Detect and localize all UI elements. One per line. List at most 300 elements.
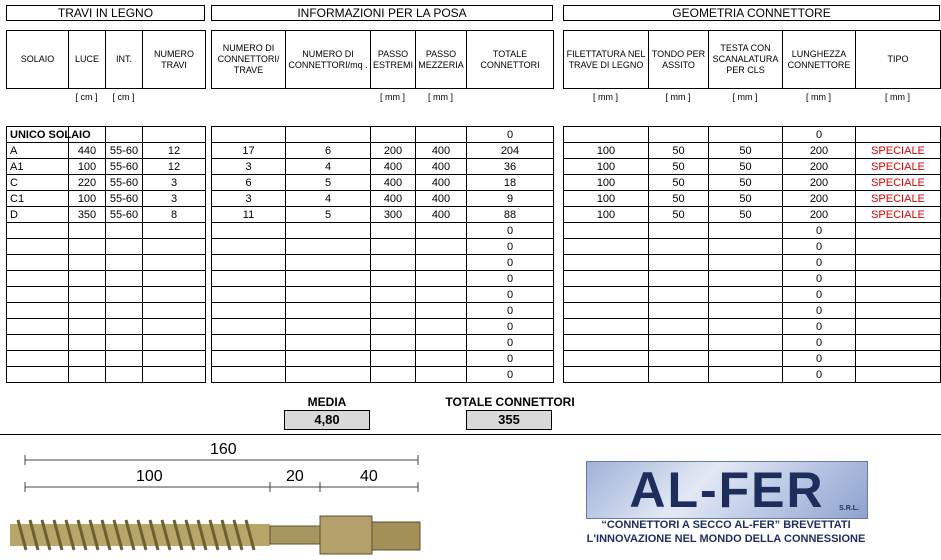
cell-testa: 50 [709,191,783,207]
table-cell [709,271,783,287]
table-row [7,255,206,271]
cell-int: 55-60 [106,207,143,223]
cell-testa: 50 [709,143,783,159]
cell-totale: 88 [467,207,554,223]
cell-lunghezza: 0 [783,239,856,255]
table-cell [286,255,371,271]
section-title-travi: TRAVI IN LEGNO [6,5,205,21]
cell-totale: 0 [467,271,554,287]
table-cell [106,335,143,351]
table-cell [69,223,106,239]
cell-totale: 0 [467,239,554,255]
cell-totale: 0 [467,303,554,319]
cell-lunghezza: 200 [783,207,856,223]
table-cell [143,303,206,319]
table-row [212,207,554,223]
table-cell [416,335,467,351]
table-cell [856,351,941,367]
table-cell [416,255,467,271]
table-cell [143,239,206,255]
table-cell [856,223,941,239]
col-header-totale: TOTALE CONNETTORI [467,31,554,89]
table-row [564,191,941,207]
cell-conn-trave: 3 [212,159,286,175]
table-cell [286,367,371,383]
cell-tipo: SPECIALE [856,175,941,191]
header-travi [6,30,206,89]
table-cell [856,335,941,351]
table-cell [7,303,69,319]
table-cell [649,303,709,319]
cell-conn-trave: 3 [212,191,286,207]
table-cell [371,367,416,383]
cell-totale: 204 [467,143,554,159]
table-cell [212,127,286,143]
col-header-numero-travi: NUMERO TRAVI [143,31,206,89]
cell-tipo: SPECIALE [856,191,941,207]
cell-lunghezza: 0 [783,287,856,303]
table-cell [69,351,106,367]
table-row [7,207,206,223]
media-value: 4,80 [284,410,370,430]
table-row [564,239,941,255]
logo-text: AL-FER [629,462,825,518]
col-header-luce: LUCE [69,31,106,89]
table-row [7,223,206,239]
table-cell [7,255,69,271]
table-cell [564,287,649,303]
col-header-conn-trave: NUMERO DI CONNETTORI/ TRAVE [212,31,286,89]
table-cell [564,335,649,351]
table-cell [649,127,709,143]
table-cell [143,255,206,271]
table-row [212,159,554,175]
cell-testa: 50 [709,175,783,191]
table-cell [286,223,371,239]
table-cell [856,367,941,383]
table-cell [286,351,371,367]
table-cell [212,271,286,287]
cell-passo-mezzeria: 400 [416,143,467,159]
table-cell [416,303,467,319]
table-cell [416,351,467,367]
cell-travi: 3 [143,175,206,191]
cell-tondo: 50 [649,143,709,159]
media-label: MEDIA [307,395,347,409]
table-cell [709,255,783,271]
table-cell [69,319,106,335]
cell-conn-mq: 4 [286,159,371,175]
table-cell [649,319,709,335]
cell-tipo: SPECIALE [856,159,941,175]
table-cell [371,319,416,335]
table-info [211,126,554,383]
cell-filettatura: 100 [564,175,649,191]
table-cell [69,255,106,271]
cell-filettatura: 100 [564,143,649,159]
table-cell [212,287,286,303]
cell-int: 55-60 [106,143,143,159]
table-row [212,319,554,335]
col-header-solaio: SOLAIO [7,31,69,89]
table-row [212,143,554,159]
cell-totale: 18 [467,175,554,191]
cell-conn-mq: 4 [286,191,371,207]
table-row [7,143,206,159]
header-geom [563,30,941,89]
table-cell [416,287,467,303]
table-cell [371,239,416,255]
table-cell [649,367,709,383]
table-row [7,335,206,351]
table-cell [649,271,709,287]
cell-tondo: 50 [649,207,709,223]
cell-lunghezza: 0 [783,335,856,351]
cell-lunghezza: 0 [783,271,856,287]
cell-luce: 440 [69,143,106,159]
table-travi [6,126,206,383]
table-cell [106,351,143,367]
table-cell [106,127,143,143]
table-cell [106,223,143,239]
table-cell [709,351,783,367]
cell-filettatura: 100 [564,207,649,223]
cell-luce: 350 [69,207,106,223]
table-geom [563,126,941,383]
cell-passo-estremi: 300 [371,207,416,223]
table-cell [649,287,709,303]
cell-passo-mezzeria: 400 [416,207,467,223]
table-cell [371,255,416,271]
table-cell [856,271,941,287]
table-cell [286,335,371,351]
table-cell [106,239,143,255]
table-cell [371,271,416,287]
col-header-lunghezza: LUNGHEZZA CONNETTORE [783,31,856,89]
table-cell [709,239,783,255]
table-cell [143,287,206,303]
cell-passo-estremi: 200 [371,143,416,159]
cell-totale: 0 [467,255,554,271]
table-cell [856,287,941,303]
table-cell [143,271,206,287]
unit-lunghezza: [ mm ] [806,92,831,102]
cell-passo-mezzeria: 400 [416,175,467,191]
table-row [7,287,206,303]
table-row [7,303,206,319]
table-cell [286,239,371,255]
unit-tondo: [ mm ] [665,92,691,102]
cell-tondo: 50 [649,175,709,191]
table-cell [856,319,941,335]
table-row [212,271,554,287]
unit-passo-estremi: [ mm ] [380,92,405,102]
table-row [564,303,941,319]
table-row [564,351,941,367]
al-fer-logo [586,461,868,519]
table-cell [371,351,416,367]
table-cell [7,239,69,255]
table-cell [143,367,206,383]
table-cell [69,303,106,319]
table-cell [7,319,69,335]
col-header-conn-mq: NUMERO DI CONNETTORI/mq . [286,31,371,89]
table-cell [106,255,143,271]
table-cell [69,335,106,351]
table-row [7,127,206,143]
table-cell [709,303,783,319]
table-cell [7,367,69,383]
unit-testa: [ mm ] [732,92,758,102]
dim-thread: 100 [136,468,163,485]
cell-conn-trave: 6 [212,175,286,191]
table-row [7,175,206,191]
cell-solaio: A1 [7,159,69,175]
cell-testa: 50 [709,159,783,175]
table-cell [564,319,649,335]
table-row [7,351,206,367]
cell-totale: 0 [467,287,554,303]
cell-tipo: SPECIALE [856,207,941,223]
table-row [564,175,941,191]
table-cell [416,367,467,383]
cell-lunghezza: 0 [783,351,856,367]
col-header-testa: TESTA CON SCANALATURA PER CLS [709,31,783,89]
table-cell [212,367,286,383]
cell-solaio: C [7,175,69,191]
table-cell [7,271,69,287]
table-cell [564,239,649,255]
cell-lunghezza: 0 [783,223,856,239]
cell-tondo: 50 [649,191,709,207]
cell-testa: 50 [709,207,783,223]
table-row [212,239,554,255]
table-cell [286,127,371,143]
table-cell [649,255,709,271]
screw-tip [372,522,420,550]
table-cell [143,127,206,143]
table-cell [69,271,106,287]
table-cell [371,303,416,319]
table-cell [709,223,783,239]
table-cell [564,351,649,367]
table-cell [709,127,783,143]
table-cell [7,351,69,367]
table-cell [416,271,467,287]
cell-totale: 0 [467,127,554,143]
unit-filettatura: [ mm ] [593,92,618,102]
table-cell [371,223,416,239]
dim-head: 40 [360,468,378,485]
table-row [212,127,554,143]
unit-tipo: [ mm ] [885,92,910,102]
col-header-passo-mezzeria: PASSO MEZZERIA [416,31,467,89]
table-cell [856,239,941,255]
cell-int: 55-60 [106,175,143,191]
table-cell [709,367,783,383]
table-cell [143,351,206,367]
table-cell [7,287,69,303]
table-cell [106,287,143,303]
table-row [564,271,941,287]
table-cell [106,303,143,319]
table-cell [649,239,709,255]
divider [0,434,941,435]
table-cell [416,127,467,143]
table-row [212,287,554,303]
cell-conn-mq: 5 [286,175,371,191]
table-cell [212,335,286,351]
table-cell [143,319,206,335]
table-cell [106,319,143,335]
cell-passo-estremi: 400 [371,191,416,207]
table-cell [7,335,69,351]
unit-luce: [ cm ] [75,92,98,102]
cell-lunghezza: 200 [783,143,856,159]
cell-travi: 12 [143,159,206,175]
cell-solaio: A [7,143,69,159]
group-label: UNICO SOLAIO [7,127,69,143]
cell-conn-mq: 5 [286,207,371,223]
cell-filettatura: 100 [564,159,649,175]
cell-totale: 9 [467,191,554,207]
table-cell [709,335,783,351]
cell-tondo: 50 [649,159,709,175]
screw-round [270,526,322,544]
table-cell [212,351,286,367]
table-cell [69,367,106,383]
table-cell [286,319,371,335]
table-row [564,319,941,335]
table-row [212,351,554,367]
table-row [212,335,554,351]
cell-conn-trave: 11 [212,207,286,223]
cell-travi: 12 [143,143,206,159]
cell-conn-mq: 6 [286,143,371,159]
cell-totale: 36 [467,159,554,175]
col-header-filettatura: FILETTATURA NEL TRAVE DI LEGNO [564,31,649,89]
table-cell [416,223,467,239]
table-cell [286,303,371,319]
cell-totale: 0 [467,335,554,351]
table-row [564,287,941,303]
cell-totale: 0 [467,367,554,383]
table-cell [856,127,941,143]
cell-passo-mezzeria: 400 [416,191,467,207]
table-cell [106,367,143,383]
cell-tipo: SPECIALE [856,143,941,159]
table-cell [564,127,649,143]
cell-totale: 0 [467,319,554,335]
table-cell [371,335,416,351]
table-row [564,255,941,271]
table-cell [106,271,143,287]
table-cell [856,303,941,319]
unit-int: [ cm ] [112,92,135,102]
slogan-line-2: L'INNOVAZIONE NEL MONDO DELLA CONNESSIONE [586,533,866,545]
table-row [212,223,554,239]
cell-totale: 0 [467,351,554,367]
header-info [211,30,554,89]
unit-passo-mezzeria: [ mm ] [428,92,453,102]
cell-lunghezza: 0 [783,255,856,271]
cell-lunghezza: 200 [783,191,856,207]
table-row [7,191,206,207]
table-cell [564,271,649,287]
table-cell [143,335,206,351]
col-header-passo-estremi: PASSO ESTREMI [371,31,416,89]
cell-travi: 3 [143,191,206,207]
cell-int: 55-60 [106,191,143,207]
table-cell [564,367,649,383]
table-cell [649,335,709,351]
table-row [564,143,941,159]
table-cell [709,319,783,335]
cell-travi: 8 [143,207,206,223]
cell-luce: 100 [69,159,106,175]
dim-total: 160 [210,441,237,458]
table-row [564,207,941,223]
col-header-tondo: TONDO PER ASSITO [649,31,709,89]
table-row [7,239,206,255]
cell-passo-estremi: 400 [371,159,416,175]
cell-lunghezza: 200 [783,159,856,175]
table-cell [212,223,286,239]
table-cell [416,239,467,255]
table-cell [69,287,106,303]
cell-conn-trave: 17 [212,143,286,159]
section-title-geom: GEOMETRIA CONNETTORE [563,5,940,21]
table-row [212,175,554,191]
table-cell [143,223,206,239]
table-row [564,367,941,383]
table-row [212,191,554,207]
table-cell [416,319,467,335]
table-cell [286,271,371,287]
cell-lunghezza: 0 [783,127,856,143]
cell-luce: 220 [69,175,106,191]
table-row [7,159,206,175]
table-row [7,319,206,335]
cell-totale: 0 [467,223,554,239]
table-cell [649,351,709,367]
section-title-info: INFORMAZIONI PER LA POSA [211,5,553,21]
logo-suffix: S.R.L. [839,505,859,512]
table-cell [856,255,941,271]
table-cell [564,223,649,239]
cell-lunghezza: 0 [783,319,856,335]
table-cell [212,239,286,255]
table-cell [212,319,286,335]
totale-connettori-value: 355 [466,410,552,430]
totale-connettori-label: TOTALE CONNETTORI [445,395,575,409]
cell-lunghezza: 0 [783,367,856,383]
table-row [564,223,941,239]
slogan-line-1: “CONNETTORI A SECCO AL-FER” BREVETTATI [601,519,851,531]
table-cell [7,223,69,239]
cell-solaio: D [7,207,69,223]
table-row [564,159,941,175]
table-cell [286,287,371,303]
table-row [564,335,941,351]
table-cell [564,255,649,271]
cell-luce: 100 [69,191,106,207]
table-cell [649,223,709,239]
table-cell [709,287,783,303]
cell-passo-estremi: 400 [371,175,416,191]
table-cell [69,239,106,255]
table-row [212,303,554,319]
